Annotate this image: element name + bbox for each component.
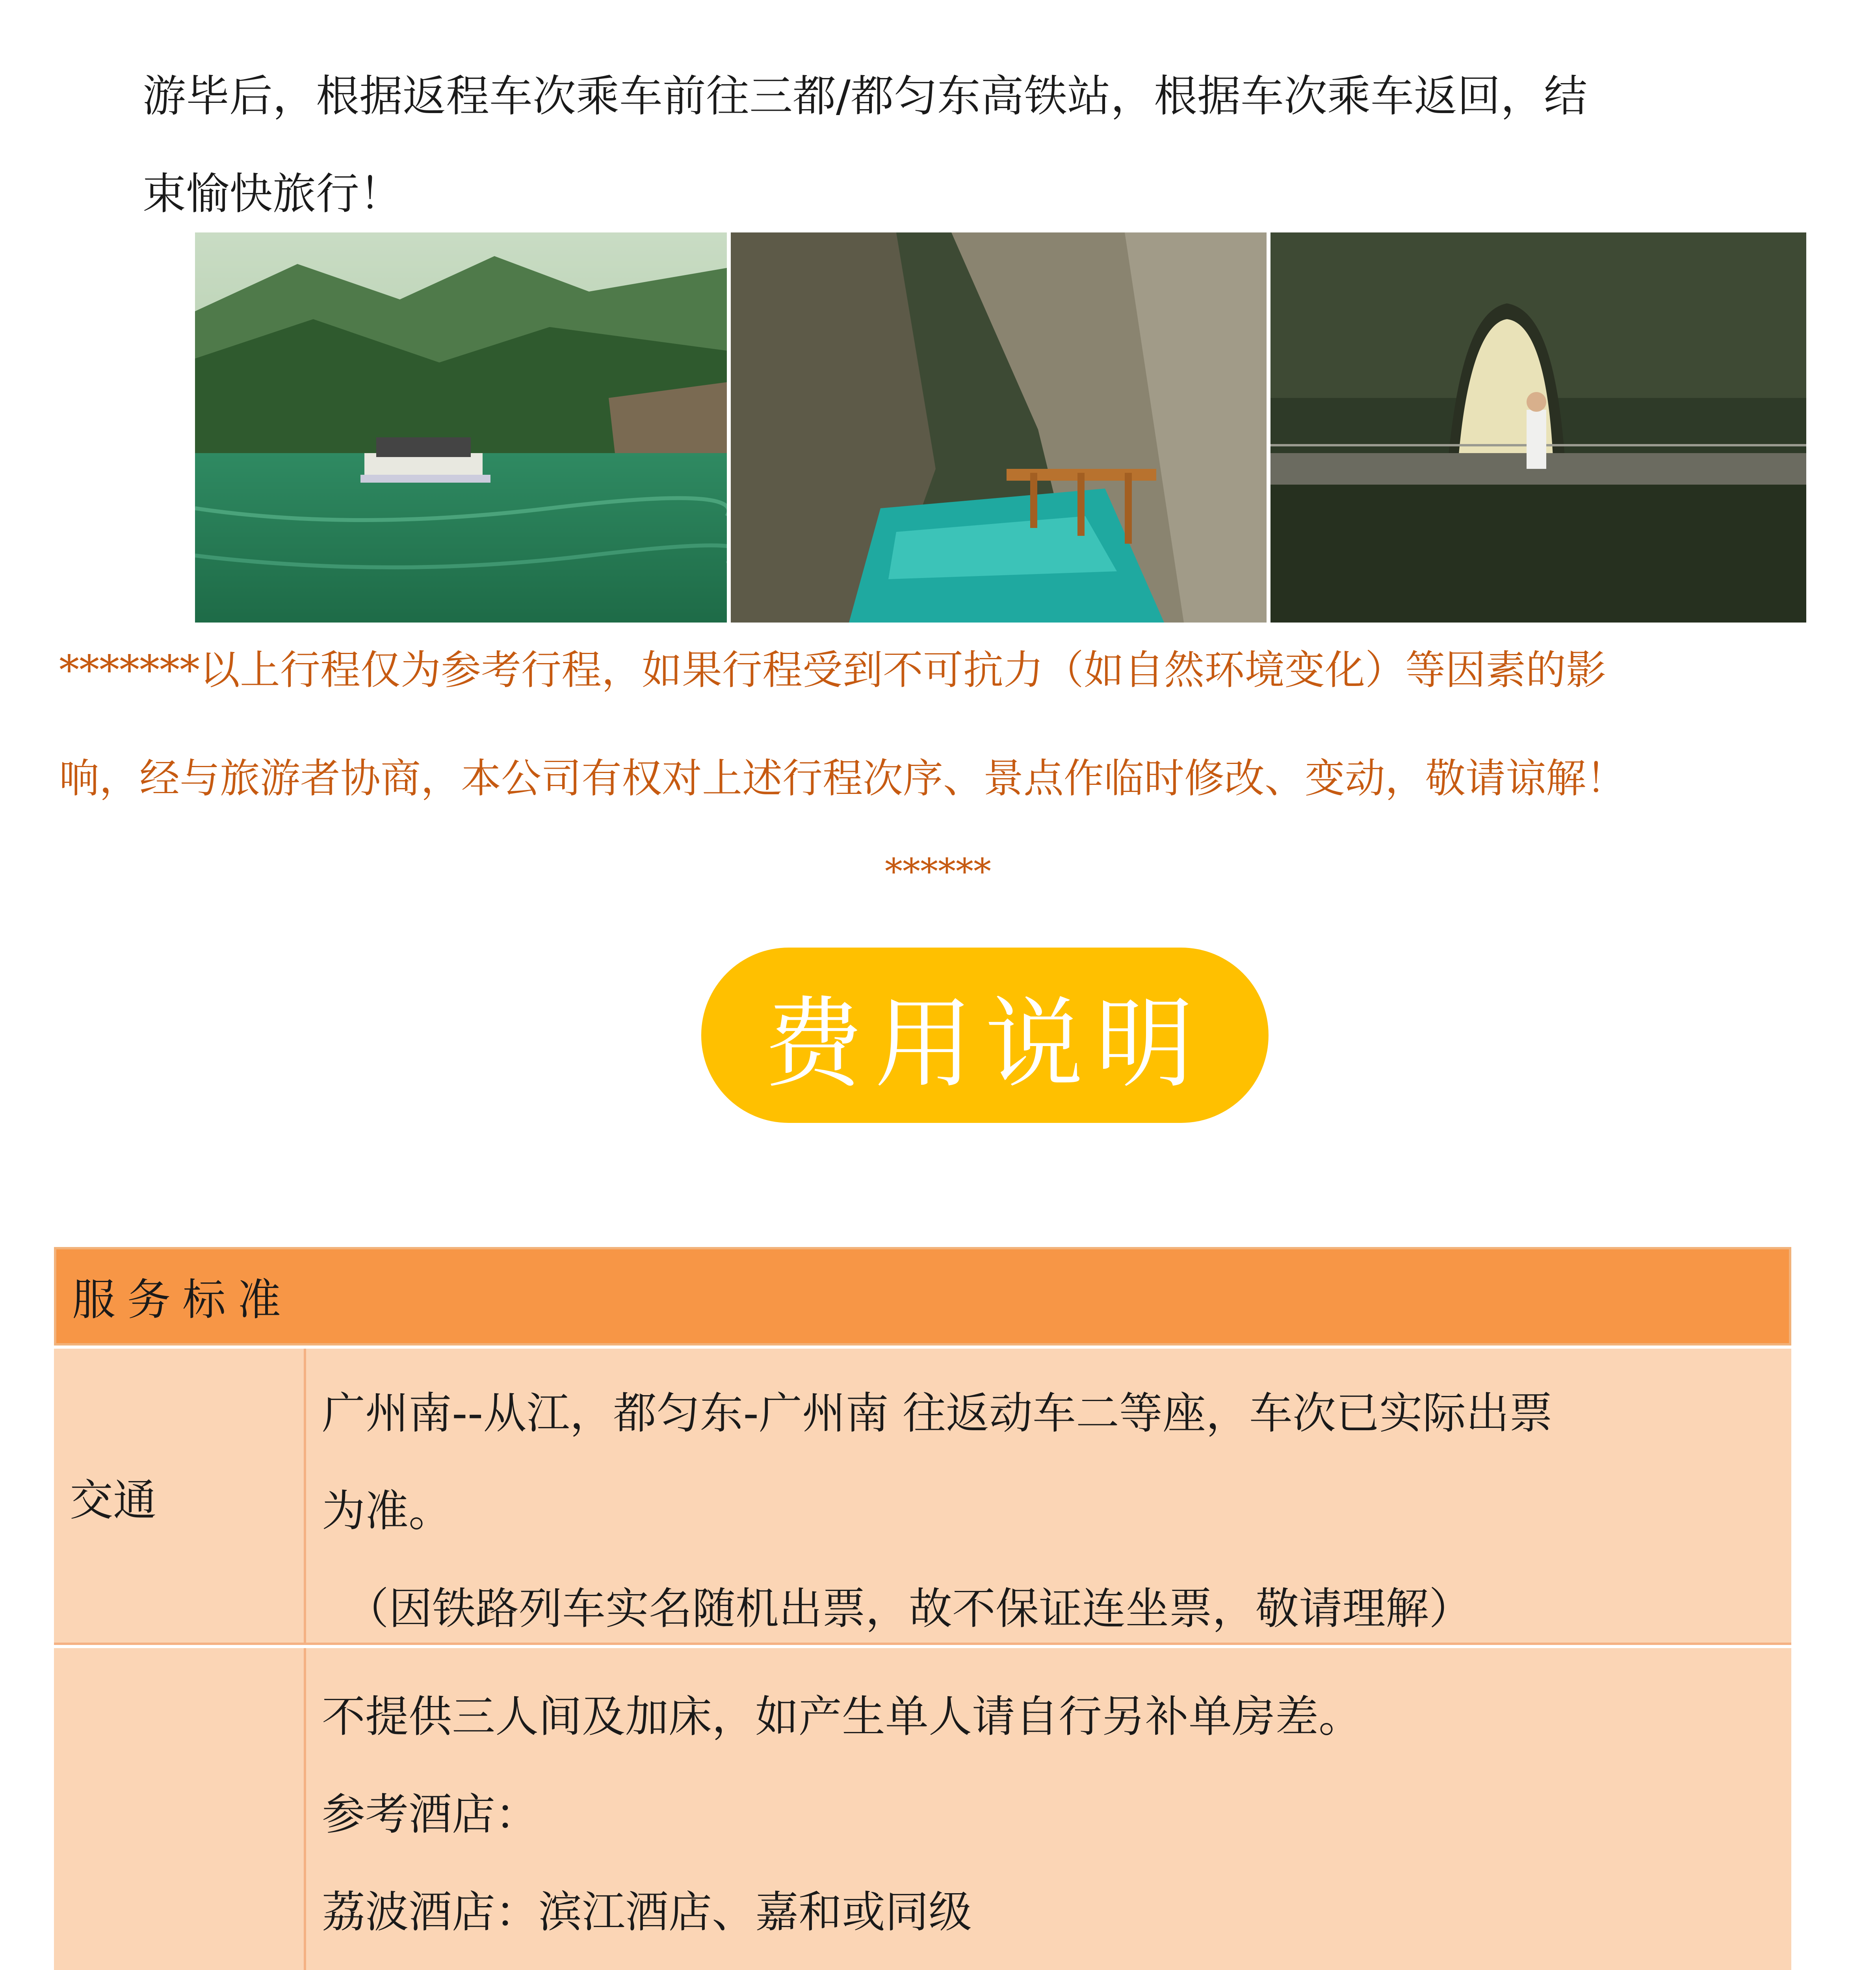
intro-line: 游毕后，根据返程车次乘车前往三都/都匀东高铁站，根据车次乘车返回，结 bbox=[143, 71, 1588, 121]
canyon-river-photo bbox=[731, 232, 1267, 623]
disclaimer-line: 响，经与旅游者协商，本公司有权对上述行程次序、景点作临时修改、变动，敬请谅解！ bbox=[59, 755, 1626, 802]
row-line: 不提供三人间及加床，如产生单人请自行另补单房差。 bbox=[322, 1691, 1362, 1742]
stone-arch-bridge-photo bbox=[1270, 232, 1806, 623]
row-line: 荔波酒店：滨江酒店、嘉和或同级 bbox=[322, 1887, 972, 1937]
service-standard-table bbox=[54, 1247, 1791, 1970]
intro-paragraph bbox=[143, 47, 1837, 243]
row-label: 交通 bbox=[54, 1349, 306, 1645]
row-line: 广州南--从江，都匀东-广州南 往返动车二等座，车次已实际出票 bbox=[322, 1388, 1553, 1438]
intro-line: 束愉快旅行！ bbox=[143, 169, 403, 219]
row-content bbox=[322, 1668, 1776, 1970]
river-boat-photo bbox=[195, 232, 727, 623]
row-label bbox=[54, 1648, 306, 1970]
row-line: 为准。 bbox=[322, 1486, 452, 1536]
disclaimer-line: *******以上行程仅为参考行程，如果行程受到不可抗力（如自然环境变化）等因素的影 bbox=[59, 647, 1606, 694]
table-header-label: 服务标准 bbox=[72, 1275, 293, 1325]
disclaimer-stars: ****** bbox=[885, 851, 991, 892]
table-row-transport bbox=[54, 1346, 1791, 1645]
row-line: 参考酒店： bbox=[322, 1789, 539, 1840]
section-title-badge bbox=[701, 948, 1269, 1123]
row-line: （因铁路列车实名随机出票，故不保证连坐票，敬请理解） bbox=[345, 1583, 1472, 1634]
table-row-accommodation bbox=[54, 1645, 1791, 1970]
table-header bbox=[54, 1247, 1791, 1346]
section-title: 费用说明 bbox=[764, 986, 1205, 1101]
row-line bbox=[322, 1961, 1776, 1970]
row-content bbox=[322, 1364, 1776, 1658]
